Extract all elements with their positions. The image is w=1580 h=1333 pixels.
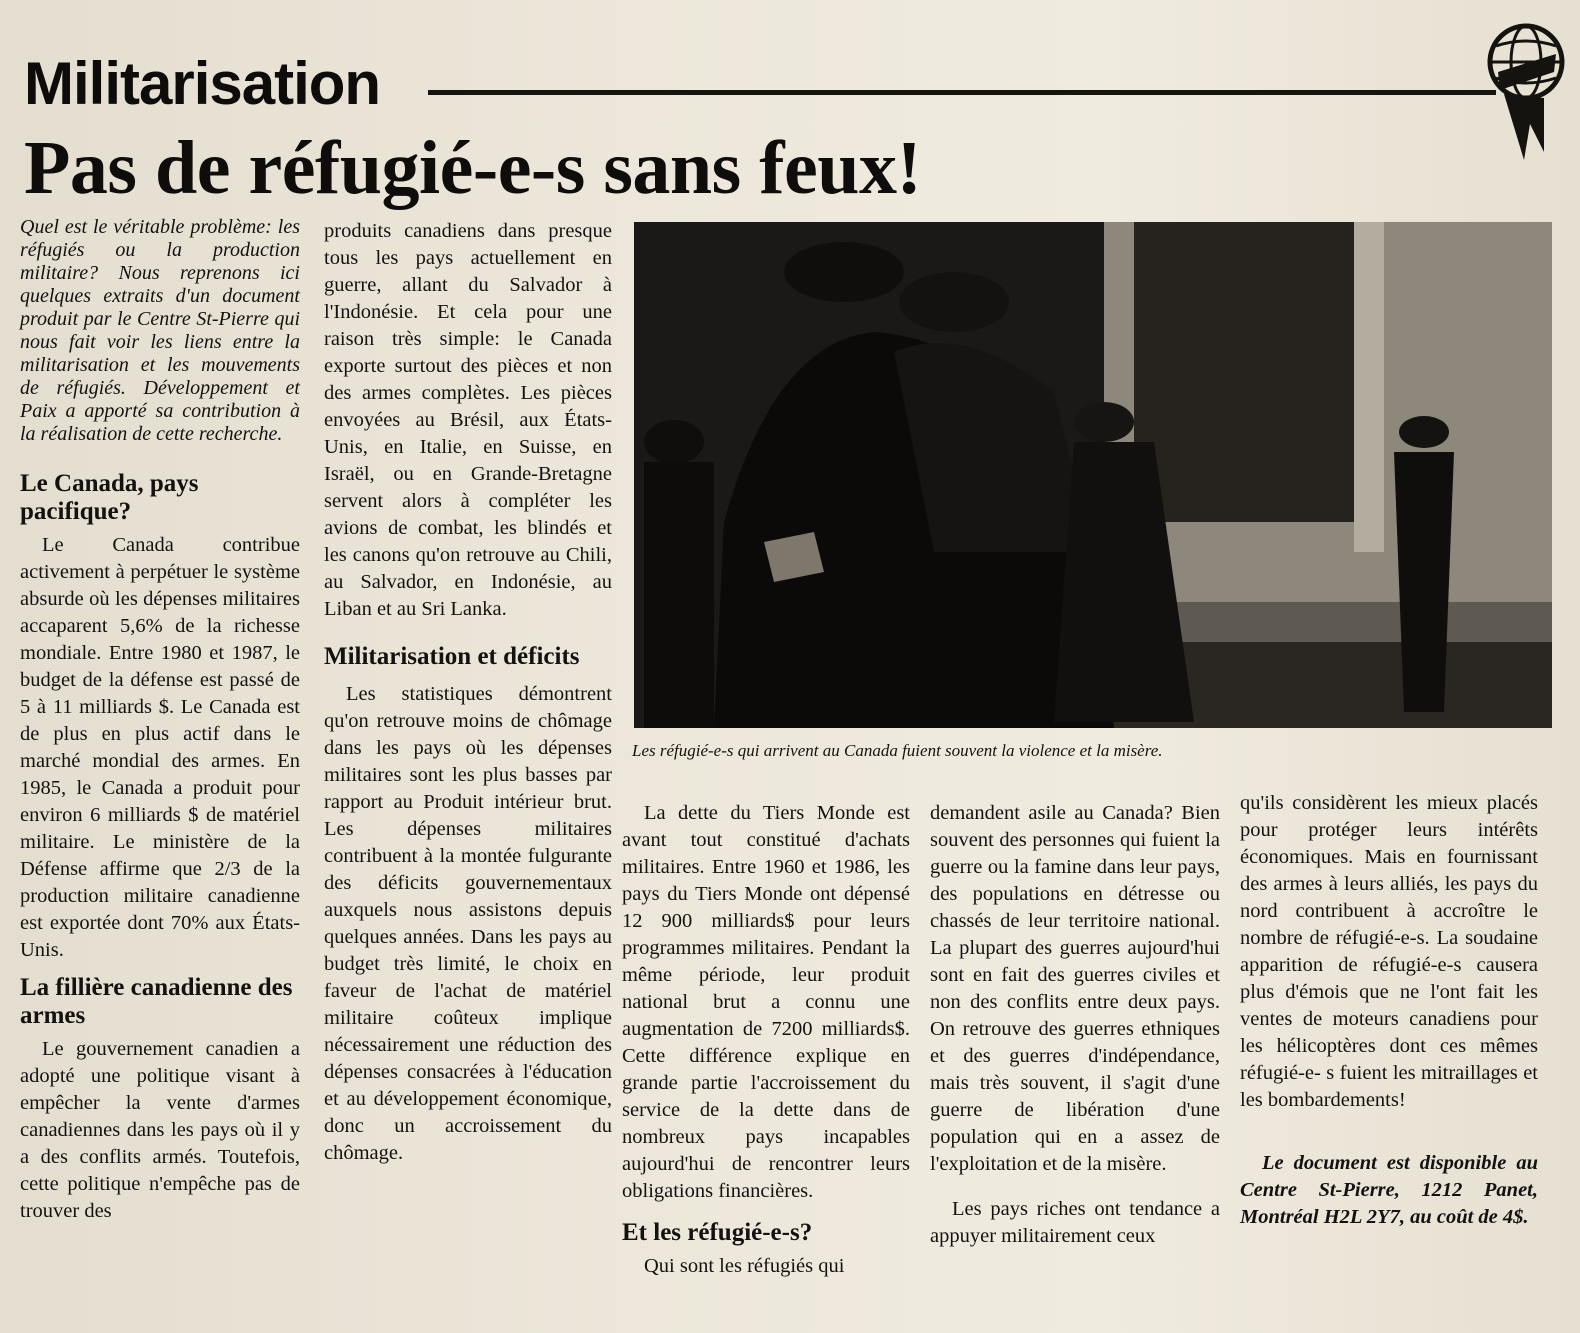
intro-text: Quel est le véritable problème: les réfugiés ou la production militaire? Nous reprenons ici quelques extraits d'un document produit par le Centre St-Pierre qui nous fait voir les liens entre la militarisation et les mouvements de réfugiés. Développement et Paix a apporté sa contribution à la réalisation de cette recherche. [20, 216, 300, 445]
paragraph: demandent asile au Canada? Bien souvent des personnes qui fuient la guerre ou la famine dans leur pays, des populations en détresse ou chassés de leur territoire national. La plupart des guerres aujourd'hui sont en fait des guerres civiles et non des conflits entre deux pays. On retrouve des guerres ethniques et des guerres d'indépendance, mais très souvent, il s'agit d'une guerre de libération d'une population qui en a assez de l'exploitation et de la misère. [930, 802, 1220, 1175]
subhead-filliere-armes: La fillière canadienne des armes [20, 974, 293, 1029]
paragraph: qu'ils considèrent les mieux placés pour protéger leurs intérêts économiques. Mais en fournissant des armes à leurs alliés, les pays du nord contribuent à accroître le nombre de réfugié-e-s. La soudaine apparition de réfugié-e-s causera plus d'émois que ne l'ont fait les ventes de moteurs canadiens pour les hélicoptères dont ces mêmes réfugié-e- s fuient les mitraillages et les bombardements! [1240, 792, 1538, 1111]
paragraph: produits canadiens dans presque tous les pays actuellement en guerre, allant du Salvador à l'Indonésie. Et cela pour une raison très simple: le Canada exporte surtout des pièces et non des armes complètes. Les pièces envoyées au Brésil, aux États-Unis, en Italie, en Suisse, en Israël, ou en Grande-Bretagne servent alors à compléter les avions de combat, les blindés et les canons qu'on retrouve au Chili, au Salvador, en Indonésie, au Liban et au Sri Lanka. [324, 220, 612, 620]
subhead-canada-pacifique: Le Canada, pays pacifique? [20, 470, 199, 525]
paragraph: Les pays riches ont tendance a appuyer militairement ceux [930, 1198, 1220, 1247]
news-photo [634, 222, 1552, 728]
publication-logo [1484, 14, 1568, 164]
paragraph: Les statistiques démontrent qu'on retrouve moins de chômage dans les pays où les dépenses militaires sont les plus basses par rapport au Produit intérieur brut. Les dépenses militaires contribuent à la montée fulgurante des déficits gouvernementaux auxquels nous assistons depuis quelques années. Dans les pays au budget très limité, le choix en faveur de l'achat de matériel militaire coûteux implique nécessairement une réduction des dépenses consacrées à l'éducation et au développement économique, donc un accroissement du chômage. [324, 683, 612, 1164]
document-availability-note: Le document est disponible au Centre St-Pierre, 1212 Panet, Montréal H2L 2Y7, au coût de 4$. [1240, 1152, 1538, 1228]
column-3 [622, 800, 910, 1280]
headline: Pas de réfugié-e-s sans feux! [24, 126, 922, 210]
globe-ribbon-icon [1484, 14, 1568, 164]
column-5 [1240, 790, 1538, 1231]
column-2 [324, 218, 612, 1167]
paragraph: Qui sont les réfugiés qui [644, 1255, 845, 1277]
subhead-refugies: Et les réfugié-e-s? [622, 1219, 813, 1246]
section-rule [428, 90, 1496, 95]
photo-caption: Les réfugié-e-s qui arrivent au Canada fuient souvent la violence et la misère. [632, 741, 1163, 760]
column-1 [20, 216, 300, 1225]
soldiers-photo-image [634, 222, 1552, 728]
paragraph: La dette du Tiers Monde est avant tout constitué d'achats militaires. Entre 1960 et 1986, les pays du Tiers Monde ont dépensé 12 900 milliards$ pour leurs programmes militaires. Pendant la même période, leur produit national brut a connu une augmentation de 7200 milliards$. Cette différence explique en grande partie l'accroissement du service de la dette dans de nombreux pays incapables aujourd'hui de rencontrer leurs obligations financières. [622, 802, 910, 1202]
paragraph: Le Canada contribue activement à perpétuer le système absurde où les dépenses militaires accaparent 5,6% de la richesse mondiale. Entre 1980 et 1987, le budget de la défense est passé de 5 à 11 milliards $. Le Canada est de plus en plus actif dans le marché mondial des armes. En 1985, le Canada a produit pour environ 6 milliards $ de matériel militaire. Le ministère de la Défense affirme que 2/3 de la production militaire canadienne est exportée dont 70% aux États-Unis. [20, 534, 300, 961]
column-4 [930, 800, 1220, 1250]
section-label: Militarisation [24, 50, 381, 117]
paragraph: Le gouvernement canadien a adopté une politique visant à empêcher la vente d'armes canadiennes dans les pays où il y a des conflits armés. Toutefois, cette politique n'empêche pas de trouver des [20, 1038, 300, 1222]
subhead-militarisation-deficits: Militarisation et déficits [324, 643, 580, 670]
